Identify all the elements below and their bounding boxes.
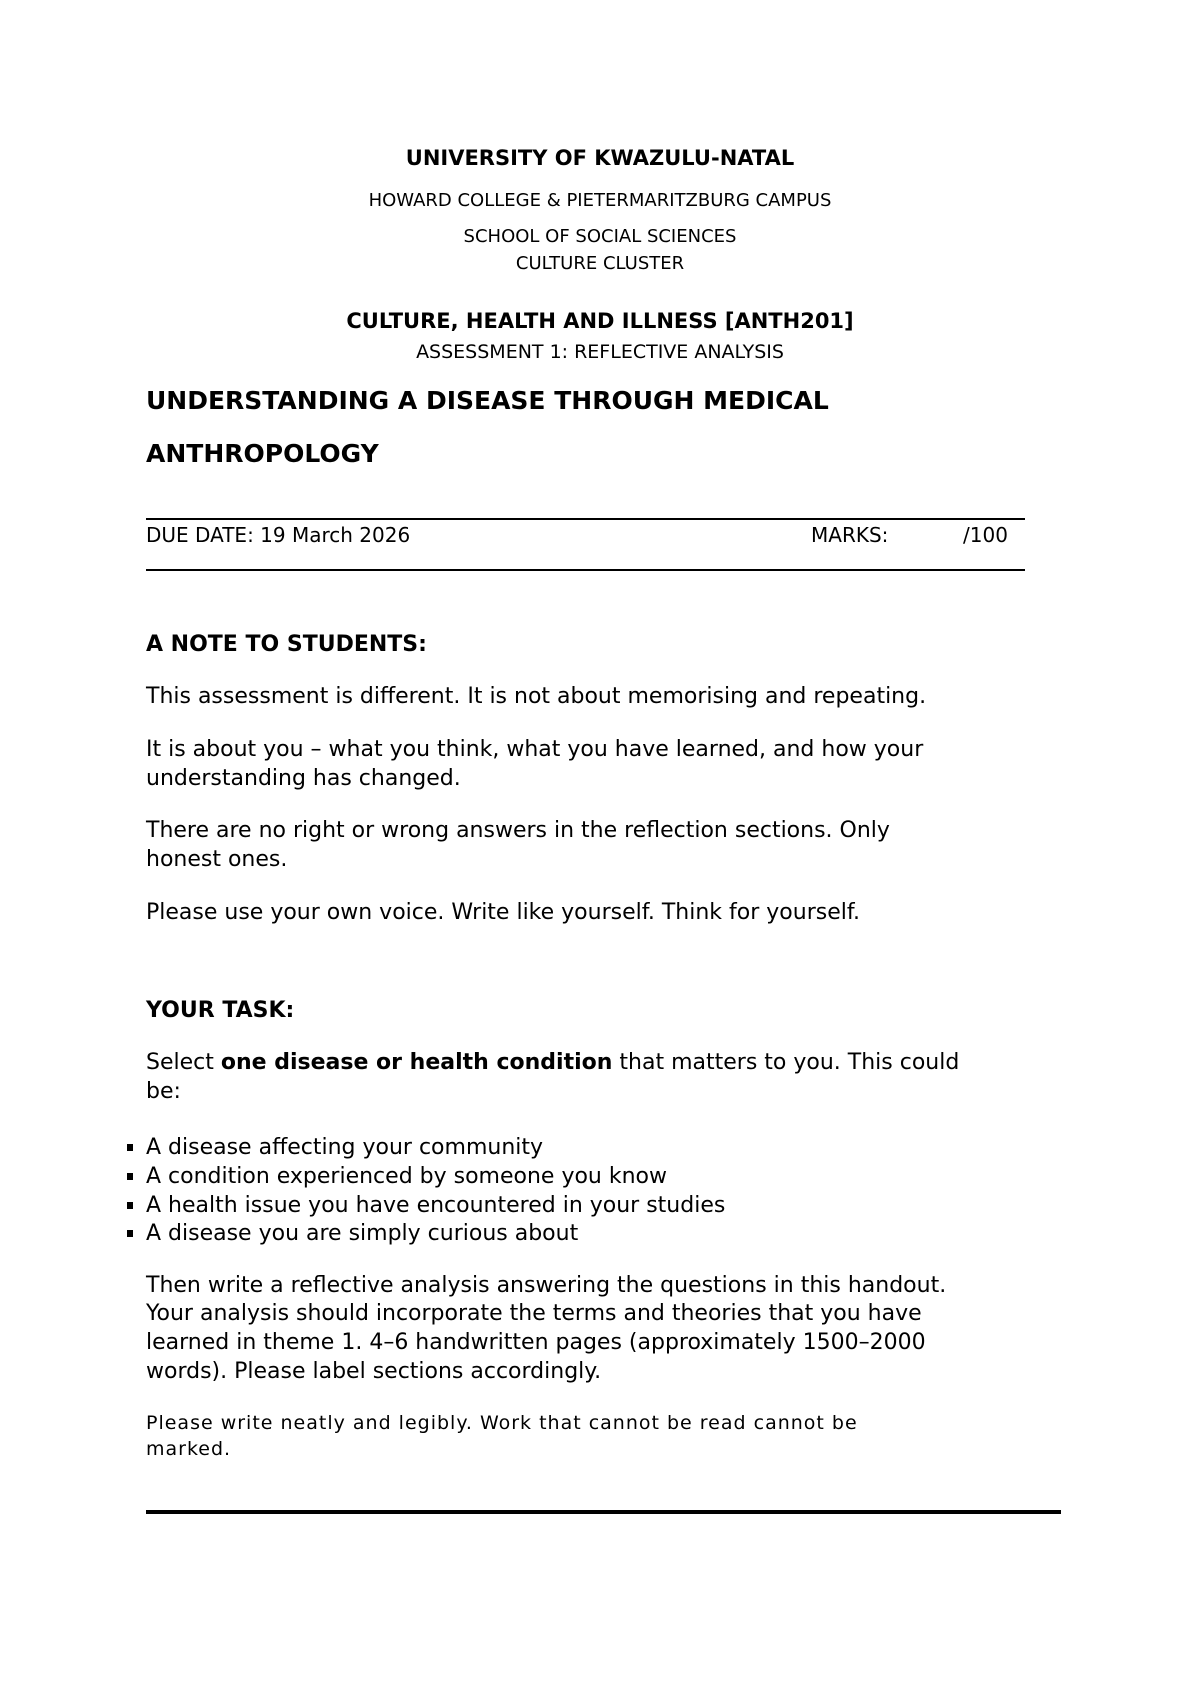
document-title-line2: ANTHROPOLOGY (146, 439, 379, 468)
legibility-note: Please write neatly and legibly. Work that cannot be read cannot be (146, 1412, 858, 1434)
task-paragraph: Then write a reflective analysis answering the questions in this handout. (146, 1273, 947, 1298)
campus-name: HOWARD COLLEGE & PIETERMARITZBURG CAMPUS (368, 190, 832, 211)
school-name: SCHOOL OF SOCIAL SCIENCES (463, 226, 737, 247)
note-paragraph: It is about you – what you think, what you have learned, and how your (146, 737, 924, 762)
cluster-name: CULTURE CLUSTER (515, 253, 685, 274)
university-name: UNIVERSITY OF KWAZULU-NATAL (405, 146, 795, 170)
note-paragraph: understanding has changed. (146, 766, 461, 791)
marks-label: MARKS: (811, 523, 889, 547)
list-item: A condition experienced by someone you know (146, 1164, 667, 1189)
bullet-icon (127, 1144, 133, 1151)
due-date: DUE DATE: 19 March 2026 (146, 523, 411, 547)
section-divider (146, 1510, 1061, 1514)
list-item: A disease you are simply curious about (146, 1221, 579, 1246)
task-paragraph: be: (146, 1079, 181, 1104)
marks-value: /100 (963, 523, 1008, 547)
list-item: A disease affecting your community (146, 1135, 544, 1160)
note-paragraph: Please use your own voice. Write like yourself. Think for yourself. (146, 900, 861, 925)
task-paragraph (146, 1048, 959, 1077)
divider (146, 518, 1025, 520)
assessment-subtitle: ASSESSMENT 1: REFLECTIVE ANALYSIS (416, 341, 784, 363)
select-emphasis: one disease or health condition (220, 1050, 613, 1075)
task-paragraph: Your analysis should incorporate the terms and theories that you have (146, 1301, 922, 1326)
select-text: Select (146, 1050, 221, 1075)
document-title-line1: UNDERSTANDING A DISEASE THROUGH MEDICAL (146, 386, 829, 415)
legibility-note: marked. (146, 1438, 232, 1460)
note-paragraph: honest ones. (146, 847, 288, 872)
note-heading: A NOTE TO STUDENTS: (146, 632, 427, 657)
bullet-icon (127, 1230, 133, 1237)
note-paragraph: There are no right or wrong answers in the reflection sections. Only (146, 818, 890, 843)
note-paragraph: This assessment is different. It is not about memorising and repeating. (146, 684, 927, 709)
bullet-icon (127, 1173, 133, 1180)
task-heading: YOUR TASK: (146, 998, 295, 1023)
course-title: CULTURE, HEALTH AND ILLNESS [ANTH201] (346, 309, 854, 333)
divider (146, 569, 1025, 571)
task-paragraph: words). Please label sections accordingly. (146, 1359, 602, 1384)
bullet-icon (127, 1202, 133, 1209)
list-item: A health issue you have encountered in your studies (146, 1193, 726, 1218)
task-paragraph: learned in theme 1. 4–6 handwritten pages (approximately 1500–2000 (146, 1330, 926, 1355)
select-text: that matters to you. This could (612, 1050, 960, 1075)
